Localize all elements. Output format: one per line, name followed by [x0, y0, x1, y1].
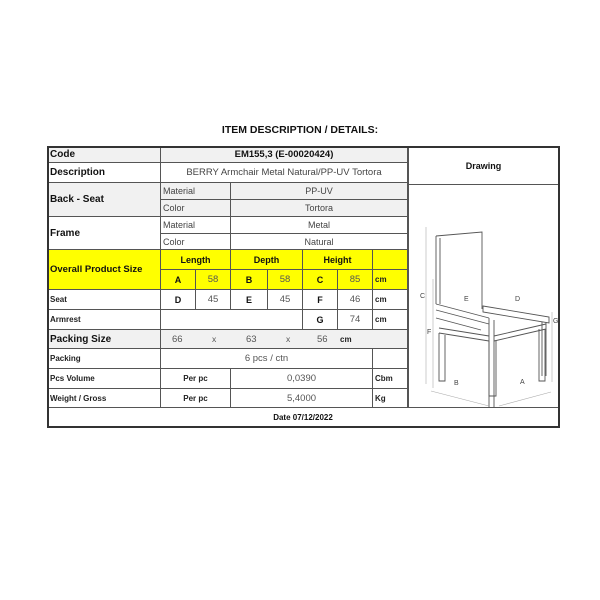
dim-c-value: 85	[338, 270, 373, 290]
dim-e-marker: E	[464, 296, 469, 303]
frame-material-value: Metal	[231, 217, 408, 234]
dim-f-marker: F	[427, 329, 432, 336]
height-header: Height	[303, 250, 373, 270]
packing-size-unit: cm	[340, 334, 352, 344]
dim-c-label: C	[303, 270, 338, 290]
seat-label: Seat	[48, 290, 161, 310]
pcs-volume-value: 0,0390	[231, 369, 373, 389]
code-label: Code	[48, 147, 161, 163]
dim-e-label: E	[231, 290, 268, 310]
pcs-volume-unit: Cbm	[373, 369, 408, 389]
dim-d-marker: D	[515, 296, 521, 303]
packing-size-label: Packing Size	[48, 330, 161, 349]
packing-height: 56	[317, 333, 328, 345]
dim-b-label: B	[231, 270, 268, 290]
back-seat-material-value: PP-UV	[231, 183, 408, 200]
pcs-volume-label: Pcs Volume	[48, 369, 161, 389]
unit-header-empty	[373, 250, 408, 270]
frame-material-label: Material	[161, 217, 231, 234]
dim-a-label: A	[161, 270, 196, 290]
dim-f-label: F	[303, 290, 338, 310]
packing-times-1: x	[212, 334, 217, 344]
frame-label: Frame	[48, 217, 161, 250]
dim-c-marker: C	[420, 293, 426, 300]
description-value: BERRY Armchair Metal Natural/PP-UV Tortora	[161, 163, 408, 183]
dim-b-marker: B	[454, 380, 459, 387]
depth-header: Depth	[231, 250, 303, 270]
weight-per: Per pc	[161, 389, 231, 408]
dim-d-label: D	[161, 290, 196, 310]
frame-color-label: Color	[161, 234, 231, 250]
code-value: EM155,3 (E-00020424)	[161, 147, 408, 163]
packing-times-2: x	[286, 334, 291, 344]
armrest-unit: cm	[373, 310, 408, 330]
weight-unit: Kg	[373, 389, 408, 408]
date-footer: Date 07/12/2022	[48, 408, 559, 427]
drawing-header: Drawing	[408, 147, 559, 185]
packing-value: 6 pcs / ctn	[161, 349, 373, 369]
back-seat-color-label: Color	[161, 200, 231, 217]
page-title: ITEM DESCRIPTION / DETAILS:	[221, 124, 379, 136]
dim-a-value: 58	[196, 270, 231, 290]
overall-size-label: Overall Product Size	[48, 250, 161, 290]
packing-width: 63	[246, 333, 257, 345]
packing-size-values	[161, 330, 408, 349]
back-seat-material-label: Material	[161, 183, 231, 200]
armrest-label: Armrest	[48, 310, 161, 330]
seat-unit: cm	[373, 290, 408, 310]
dim-f-value: 46	[338, 290, 373, 310]
overall-unit: cm	[373, 270, 408, 290]
description-label: Description	[48, 163, 161, 183]
armrest-empty	[161, 310, 303, 330]
length-header: Length	[161, 250, 231, 270]
chair-drawing	[409, 186, 559, 408]
frame-color-value: Natural	[231, 234, 408, 250]
packing-unit-empty	[373, 349, 408, 369]
pcs-volume-per: Per pc	[161, 369, 231, 389]
dim-d-value: 45	[196, 290, 231, 310]
dim-e-value: 45	[268, 290, 303, 310]
dim-g-label: G	[303, 310, 338, 330]
weight-label: Weight / Gross	[48, 389, 161, 408]
back-seat-color-value: Tortora	[231, 200, 408, 217]
packing-label: Packing	[48, 349, 161, 369]
dim-g-value: 74	[338, 310, 373, 330]
dim-b-value: 58	[268, 270, 303, 290]
back-seat-label: Back - Seat	[48, 183, 161, 217]
weight-value: 5,4000	[231, 389, 373, 408]
dim-g-marker: G	[553, 318, 559, 325]
dim-a-marker: A	[520, 379, 525, 386]
packing-length: 66	[172, 333, 183, 345]
